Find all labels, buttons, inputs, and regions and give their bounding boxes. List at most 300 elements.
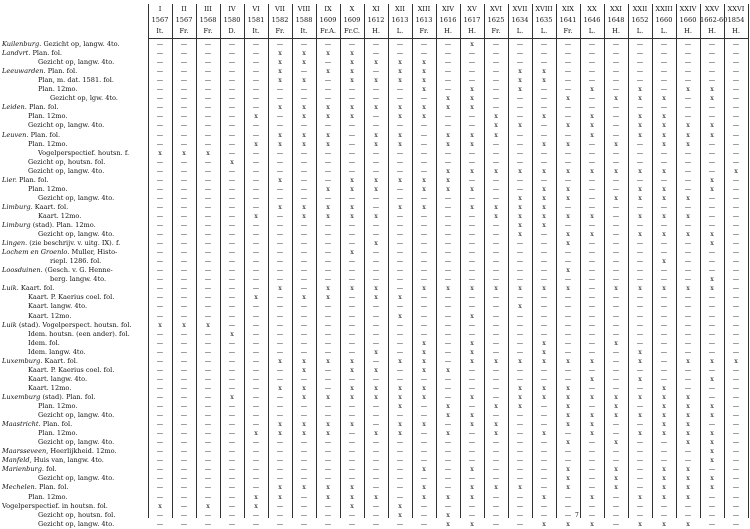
- mark-cell: x: [566, 483, 570, 492]
- mark-cell: x: [158, 320, 162, 329]
- mark-cell: x: [566, 420, 570, 429]
- dash-cell: —: [708, 383, 716, 392]
- mark-cell: x: [326, 420, 330, 429]
- dash-cell: —: [708, 40, 716, 48]
- dash-cell: —: [180, 85, 188, 94]
- mark-cell: x: [542, 202, 546, 211]
- mark-cell: x: [446, 139, 450, 148]
- dash-cell: —: [564, 76, 572, 85]
- dash-cell: —: [516, 311, 524, 320]
- dash-cell: —: [516, 58, 524, 67]
- mark-cell: x: [566, 184, 570, 193]
- dash-cell: —: [492, 94, 500, 103]
- dash-cell: —: [396, 239, 404, 248]
- dash-cell: —: [420, 311, 428, 320]
- dash-cell: —: [348, 293, 356, 302]
- mark-cell: x: [422, 420, 426, 429]
- dash-cell: —: [228, 148, 236, 157]
- mark-cell: x: [710, 121, 714, 130]
- column-header-year: 1581: [247, 16, 265, 24]
- column-header-year: 1582: [271, 16, 289, 24]
- dash-cell: —: [324, 320, 332, 329]
- dash-cell: —: [708, 293, 716, 302]
- column-header: [148, 4, 172, 38]
- dash-cell: —: [732, 311, 740, 320]
- dash-cell: —: [492, 257, 500, 266]
- dash-cell: —: [180, 510, 188, 519]
- column-header-lang: Fr.: [179, 27, 189, 35]
- mark-cell: x: [230, 392, 234, 401]
- mark-cell: x: [518, 230, 522, 239]
- mark-cell: x: [254, 211, 258, 220]
- dash-cell: —: [444, 148, 452, 157]
- column-header-year: 1613: [391, 16, 409, 24]
- mark-cell: x: [638, 166, 642, 175]
- dash-cell: —: [684, 94, 692, 103]
- dash-cell: —: [252, 130, 260, 139]
- dash-cell: —: [156, 392, 164, 401]
- dash-cell: —: [324, 76, 332, 85]
- dash-cell: —: [156, 76, 164, 85]
- dash-cell: —: [732, 383, 740, 392]
- dash-cell: —: [372, 329, 380, 338]
- dash-cell: —: [708, 221, 716, 229]
- dash-cell: —: [156, 275, 164, 284]
- mark-cell: x: [710, 356, 714, 365]
- dash-cell: —: [300, 311, 308, 320]
- dash-cell: —: [348, 139, 356, 148]
- column-header: [268, 4, 292, 38]
- dash-cell: —: [732, 365, 740, 374]
- dash-cell: —: [564, 148, 572, 157]
- dash-cell: —: [492, 510, 500, 519]
- dash-cell: —: [300, 456, 308, 465]
- dash-cell: —: [276, 121, 284, 130]
- column-header-lang: H.: [468, 27, 476, 35]
- mark-cell: x: [566, 193, 570, 202]
- dash-cell: —: [324, 58, 332, 67]
- column-header-num: XIII: [417, 5, 431, 13]
- dash-cell: —: [276, 374, 284, 383]
- mark-cell: x: [302, 365, 306, 374]
- dash-cell: —: [732, 230, 740, 239]
- mark-cell: x: [662, 193, 666, 202]
- mark-cell: x: [422, 465, 426, 474]
- dash-cell: —: [588, 175, 596, 184]
- mark-cell: x: [278, 103, 282, 112]
- dash-cell: —: [564, 293, 572, 302]
- dash-cell: —: [468, 429, 476, 438]
- dash-cell: —: [540, 94, 548, 103]
- dash-cell: —: [324, 175, 332, 184]
- dash-cell: —: [228, 492, 236, 501]
- dash-cell: —: [324, 230, 332, 239]
- dash-cell: —: [564, 275, 572, 284]
- dash-cell: —: [372, 157, 380, 166]
- dash-cell: —: [684, 67, 692, 76]
- row-text: Plan. 12mo.: [28, 112, 68, 121]
- dash-cell: —: [444, 311, 452, 320]
- dash-cell: —: [516, 365, 524, 374]
- dash-cell: —: [252, 284, 260, 293]
- mark-cell: x: [638, 211, 642, 220]
- dash-cell: —: [444, 58, 452, 67]
- dash-cell: —: [636, 302, 644, 311]
- mark-cell: x: [302, 483, 306, 492]
- mark-cell: x: [278, 356, 282, 365]
- dash-cell: —: [564, 130, 572, 139]
- dash-cell: —: [708, 157, 716, 166]
- dash-cell: —: [324, 510, 332, 519]
- dash-cell: —: [300, 166, 308, 175]
- dash-cell: —: [564, 202, 572, 211]
- dash-cell: —: [204, 492, 212, 501]
- dash-cell: —: [660, 438, 668, 447]
- column-header-lang: It.: [156, 27, 164, 35]
- dash-cell: —: [156, 383, 164, 392]
- dash-cell: —: [732, 148, 740, 157]
- dash-cell: —: [708, 347, 716, 356]
- dash-cell: —: [228, 293, 236, 302]
- mark-cell: x: [686, 465, 690, 474]
- mark-cell: x: [158, 148, 162, 157]
- dash-cell: —: [204, 112, 212, 121]
- dash-cell: —: [372, 320, 380, 329]
- dash-cell: —: [612, 347, 620, 356]
- mark-cell: x: [446, 365, 450, 374]
- dash-cell: —: [252, 202, 260, 211]
- mark-cell: x: [206, 320, 210, 329]
- dash-cell: —: [564, 492, 572, 501]
- dash-cell: —: [636, 383, 644, 392]
- dash-cell: —: [540, 365, 548, 374]
- dash-cell: —: [564, 456, 572, 465]
- dash-cell: —: [612, 510, 620, 519]
- mark-cell: x: [470, 184, 474, 193]
- dash-cell: —: [612, 76, 620, 85]
- dash-cell: —: [348, 40, 356, 48]
- dash-cell: —: [564, 40, 572, 48]
- dash-cell: —: [492, 157, 500, 166]
- dash-cell: —: [420, 329, 428, 338]
- dash-cell: —: [612, 356, 620, 365]
- dash-cell: —: [156, 356, 164, 365]
- mark-cell: x: [566, 94, 570, 103]
- dash-cell: —: [612, 311, 620, 320]
- dash-cell: —: [300, 510, 308, 519]
- dash-cell: —: [156, 257, 164, 266]
- dash-cell: —: [276, 465, 284, 474]
- dash-cell: —: [204, 67, 212, 76]
- dash-cell: —: [492, 519, 500, 528]
- dash-cell: —: [660, 374, 668, 383]
- mark-cell: x: [542, 67, 546, 76]
- dash-cell: —: [684, 311, 692, 320]
- dash-cell: —: [204, 85, 212, 94]
- dash-cell: —: [684, 40, 692, 48]
- column-header: [316, 4, 340, 38]
- dash-cell: —: [660, 85, 668, 94]
- mark-cell: x: [302, 211, 306, 220]
- mark-cell: x: [374, 211, 378, 220]
- dash-cell: —: [180, 211, 188, 220]
- dash-cell: —: [684, 221, 692, 229]
- mark-cell: x: [638, 492, 642, 501]
- column-header-lang: L.: [540, 27, 548, 35]
- mark-cell: x: [494, 429, 498, 438]
- dash-cell: —: [492, 139, 500, 148]
- column-header-year: 1568: [199, 16, 217, 24]
- dash-cell: —: [492, 365, 500, 374]
- row-text: Kaart. P. Kaerius coel. fol.: [28, 293, 115, 302]
- mark-cell: x: [686, 492, 690, 501]
- dash-cell: —: [684, 175, 692, 184]
- mark-cell: x: [566, 284, 570, 293]
- dash-cell: —: [276, 275, 284, 284]
- dash-cell: —: [564, 103, 572, 112]
- mark-cell: x: [662, 94, 666, 103]
- dash-cell: —: [396, 338, 404, 347]
- mark-cell: x: [278, 175, 282, 184]
- row-text: berg. langw. 4to.: [50, 275, 107, 284]
- dash-cell: —: [684, 447, 692, 456]
- column-header-num: XX: [587, 5, 597, 13]
- dash-cell: —: [684, 338, 692, 347]
- dash-cell: —: [468, 112, 476, 121]
- dash-cell: —: [324, 302, 332, 311]
- row-text: Gezicht op, langw. 4to.: [38, 58, 115, 67]
- column-header-year: 1617: [463, 16, 481, 24]
- dash-cell: —: [276, 257, 284, 266]
- mark-cell: x: [470, 130, 474, 139]
- mark-cell: x: [302, 49, 306, 58]
- dash-cell: —: [372, 438, 380, 447]
- dash-cell: —: [444, 501, 452, 510]
- dash-cell: —: [228, 356, 236, 365]
- dash-cell: —: [732, 266, 740, 275]
- dash-cell: —: [204, 447, 212, 456]
- row-city: Leeuwarden.: [2, 67, 48, 76]
- mark-cell: x: [662, 166, 666, 175]
- dash-cell: —: [180, 456, 188, 465]
- dash-cell: —: [732, 438, 740, 447]
- dash-cell: —: [540, 49, 548, 58]
- dash-cell: —: [204, 175, 212, 184]
- dash-cell: —: [372, 474, 380, 483]
- dash-cell: —: [252, 483, 260, 492]
- dash-cell: —: [636, 474, 644, 483]
- dash-cell: —: [180, 157, 188, 166]
- dash-cell: —: [228, 474, 236, 483]
- dash-cell: —: [156, 266, 164, 275]
- dash-cell: —: [732, 76, 740, 85]
- dash-cell: —: [180, 58, 188, 67]
- dash-cell: —: [612, 447, 620, 456]
- dash-cell: —: [540, 85, 548, 94]
- dash-cell: —: [684, 501, 692, 510]
- mark-cell: x: [662, 184, 666, 193]
- mark-cell: x: [566, 411, 570, 420]
- dash-cell: —: [420, 275, 428, 284]
- dash-cell: —: [684, 365, 692, 374]
- dash-cell: —: [156, 175, 164, 184]
- dash-cell: —: [492, 184, 500, 193]
- dash-cell: —: [588, 329, 596, 338]
- column-header-year: 1662-60: [700, 16, 728, 24]
- dash-cell: —: [204, 94, 212, 103]
- dash-cell: —: [396, 474, 404, 483]
- dash-cell: —: [372, 302, 380, 311]
- dash-cell: —: [540, 266, 548, 275]
- dash-cell: —: [396, 85, 404, 94]
- dash-cell: —: [684, 166, 692, 175]
- column-header-lang: L.: [516, 27, 524, 35]
- dash-cell: —: [372, 374, 380, 383]
- column-header-lang: H.: [708, 27, 716, 35]
- dash-cell: —: [300, 338, 308, 347]
- column-header-num: IV: [228, 5, 236, 13]
- dash-cell: —: [156, 139, 164, 148]
- mark-cell: x: [566, 239, 570, 248]
- dash-cell: —: [444, 293, 452, 302]
- dash-cell: —: [156, 519, 164, 528]
- dash-cell: —: [660, 76, 668, 85]
- mark-cell: x: [710, 239, 714, 248]
- mark-cell: x: [614, 483, 618, 492]
- dash-cell: —: [180, 302, 188, 311]
- dash-cell: —: [348, 221, 356, 229]
- dash-cell: —: [732, 392, 740, 401]
- mark-cell: x: [494, 402, 498, 410]
- mark-cell: x: [326, 184, 330, 193]
- dash-cell: —: [516, 130, 524, 139]
- dash-cell: —: [180, 338, 188, 347]
- mark-cell: x: [374, 284, 378, 293]
- dash-cell: —: [540, 275, 548, 284]
- dash-cell: —: [660, 239, 668, 248]
- mark-cell: x: [710, 438, 714, 447]
- row-text: Gezicht op, houtsn. fol.: [38, 510, 116, 519]
- dash-cell: —: [420, 374, 428, 383]
- column-header-num: II: [181, 5, 187, 13]
- dash-cell: —: [372, 121, 380, 130]
- mark-cell: x: [494, 356, 498, 365]
- dash-cell: —: [516, 429, 524, 438]
- mark-cell: x: [326, 492, 330, 501]
- column-header-lang: L.: [396, 27, 404, 35]
- dash-cell: —: [588, 94, 596, 103]
- column-header: [700, 4, 728, 38]
- dash-cell: —: [468, 257, 476, 266]
- dash-cell: —: [420, 230, 428, 239]
- mark-cell: x: [350, 492, 354, 501]
- mark-cell: x: [374, 76, 378, 85]
- dash-cell: —: [588, 311, 596, 320]
- mark-cell: x: [278, 383, 282, 392]
- column-header-num: VII: [275, 5, 285, 13]
- column-header: [676, 4, 700, 38]
- dash-cell: —: [444, 356, 452, 365]
- dash-cell: —: [180, 239, 188, 248]
- mark-cell: x: [566, 211, 570, 220]
- dash-cell: —: [156, 302, 164, 311]
- mark-cell: x: [374, 492, 378, 501]
- mark-cell: x: [470, 483, 474, 492]
- mark-cell: x: [278, 76, 282, 85]
- dash-cell: —: [732, 329, 740, 338]
- dash-cell: —: [180, 184, 188, 193]
- mark-cell: x: [398, 311, 402, 320]
- mark-cell: x: [566, 402, 570, 410]
- mark-cell: x: [566, 230, 570, 239]
- dash-cell: —: [228, 284, 236, 293]
- dash-cell: —: [228, 266, 236, 275]
- dash-cell: —: [732, 184, 740, 193]
- dash-cell: —: [732, 347, 740, 356]
- dash-cell: —: [156, 193, 164, 202]
- dash-cell: —: [468, 49, 476, 58]
- dash-cell: —: [516, 474, 524, 483]
- dash-cell: —: [204, 411, 212, 420]
- dash-cell: —: [468, 302, 476, 311]
- dash-cell: —: [636, 202, 644, 211]
- dash-cell: —: [348, 429, 356, 438]
- dash-cell: —: [228, 121, 236, 130]
- dash-cell: —: [636, 510, 644, 519]
- dash-cell: —: [492, 266, 500, 275]
- mark-cell: x: [686, 392, 690, 401]
- dash-cell: —: [588, 103, 596, 112]
- mark-cell: x: [374, 347, 378, 356]
- mark-cell: x: [614, 474, 618, 483]
- mark-cell: x: [254, 293, 258, 302]
- dash-cell: —: [396, 211, 404, 220]
- dash-cell: —: [180, 49, 188, 58]
- row-text: Vogelperspectief. houtsn. f.: [38, 148, 130, 157]
- mark-cell: x: [662, 429, 666, 438]
- mark-cell: x: [590, 130, 594, 139]
- column-header-lang: D.: [228, 27, 236, 35]
- row-city: Lochem en Groenlo.: [2, 248, 72, 257]
- dash-cell: —: [252, 356, 260, 365]
- dash-cell: —: [732, 130, 740, 139]
- dash-cell: —: [228, 275, 236, 284]
- dash-cell: —: [492, 465, 500, 474]
- mark-cell: x: [398, 112, 402, 121]
- row-city: Luik.: [2, 284, 21, 293]
- dash-cell: —: [252, 230, 260, 239]
- dash-cell: —: [372, 112, 380, 121]
- dash-cell: —: [732, 193, 740, 202]
- dash-cell: —: [684, 76, 692, 85]
- dash-cell: —: [564, 248, 572, 257]
- dash-cell: —: [660, 447, 668, 456]
- dash-cell: —: [180, 103, 188, 112]
- dash-cell: —: [348, 374, 356, 383]
- dash-cell: —: [300, 474, 308, 483]
- mark-cell: x: [638, 356, 642, 365]
- row-text: Plan. fol.: [47, 67, 78, 76]
- dash-cell: —: [324, 248, 332, 257]
- mark-cell: x: [518, 166, 522, 175]
- dash-cell: —: [516, 275, 524, 284]
- mark-cell: x: [614, 139, 618, 148]
- dash-cell: —: [180, 248, 188, 257]
- dash-cell: —: [660, 49, 668, 58]
- dash-cell: —: [684, 202, 692, 211]
- dash-cell: —: [276, 519, 284, 528]
- mark-cell: x: [542, 211, 546, 220]
